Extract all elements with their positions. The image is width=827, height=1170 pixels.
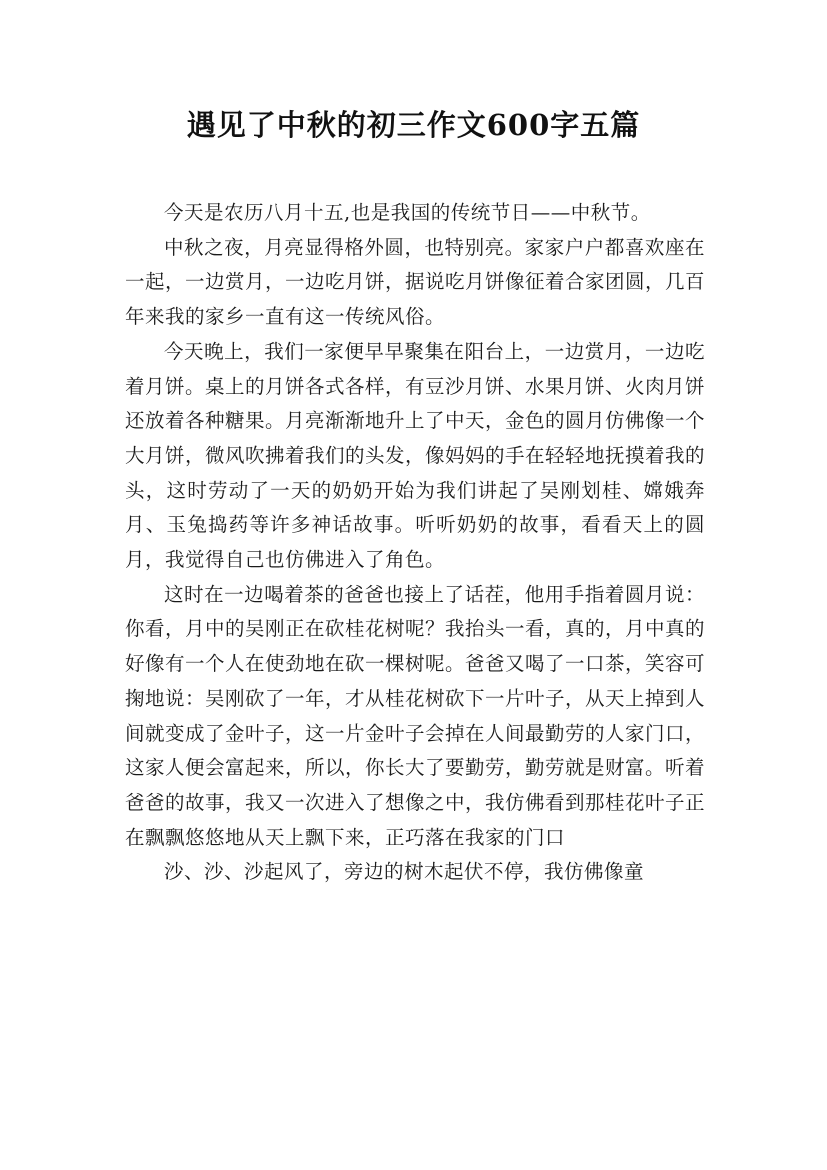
document-body: [125, 196, 705, 890]
paragraph: 沙、沙、沙起风了，旁边的树木起伏不停，我仿佛像童: [164, 860, 645, 884]
document-title: 遇见了中秋的初三作文600字五篇: [186, 108, 641, 142]
paragraph: 中秋之夜，月亮显得格外圆，也特别亮。家家户户都喜欢座在一起，一边赏月，一边吃月饼，据说吃月饼像征着合家团圆，几百年来我的家乡一直有这一传统风俗。: [125, 235, 706, 329]
paragraph: 这时在一边喝着茶的爸爸也接上了话茬，他用手指着圆月说：你看，月中的吴刚正在砍桂花树呢？我抬头一看，真的，月中真的好像有一个人在使劲地在砍一棵树呢。爸爸又喝了一口茶，笑容可掬地说：吴刚砍了一年，才从桂花树砍下一片叶子，从天上掉到人间就变成了金叶子，这一片金叶子会掉在人间最勤劳的人家门口，这家人便会富起来，所以，你长大了要勤劳，勤劳就是财富。听着爸爸的故事，我又一次进入了想像之中，我仿佛看到那桂花叶子正在飘飘悠悠地从天上飘下来，正巧落在我家的门口: [125, 582, 706, 849]
paragraph: 今天晚上，我们一家便早早聚集在阳台上，一边赏月，一边吃着月饼。桌上的月饼各式各样，有豆沙月饼、水果月饼、火肉月饼还放着各种糖果。月亮渐渐地升上了中天，金色的圆月仿佛像一个大月饼，微风吹拂着我们的头发，像妈妈的手在轻轻地抚摸着我的头，这时劳动了一天的奶奶开始为我们讲起了吴刚划桂、嫦娥奔月、玉兔捣药等许多神话故事。听听奶奶的故事，看看天上的圆月，我觉得自己也仿佛进入了角色。: [125, 339, 706, 572]
paragraph: 今天是农历八月十五,也是我国的传统节日——中秋节。: [164, 201, 651, 224]
